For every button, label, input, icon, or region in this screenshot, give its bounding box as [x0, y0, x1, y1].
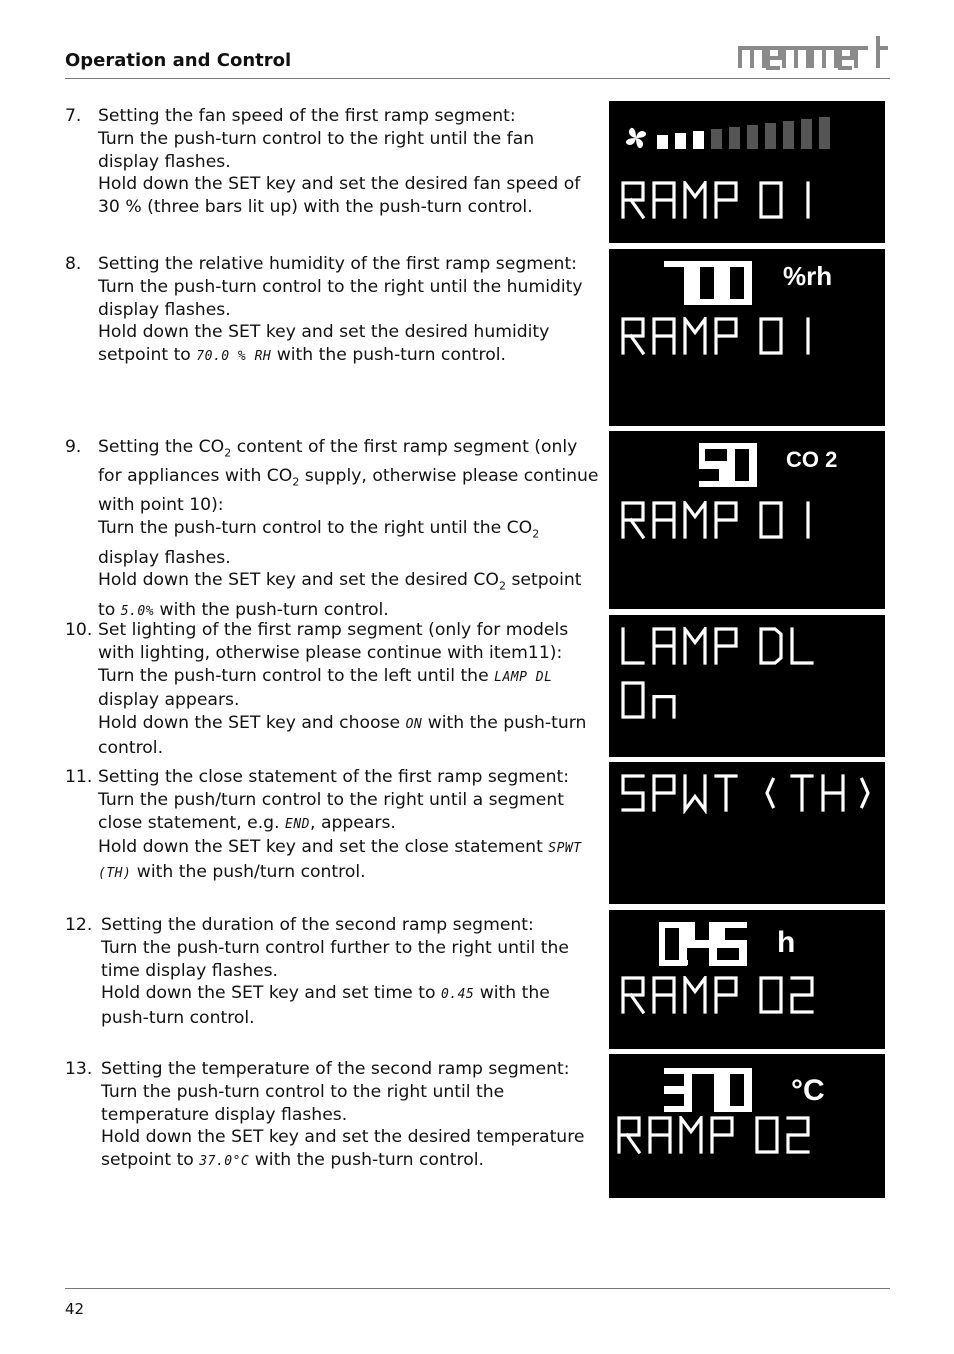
lcd-segment-char: [788, 1118, 808, 1152]
lcd-line-1: [659, 922, 779, 966]
lcd-segment-char: [716, 503, 736, 537]
step-12: [65, 914, 600, 1030]
lcd-value: 5.0%: [120, 603, 155, 619]
footer-rule: [65, 1288, 890, 1289]
lcd-segment-char: [666, 263, 688, 303]
step-text: Hold down the SET key and set the desired fan speed of 30 % (three bars lit up) with the push-turn control.: [98, 174, 581, 218]
lcd-value: END: [285, 816, 311, 832]
lcd-segment-char: [685, 776, 705, 810]
step-text: Hold down the SET key and choose ON with the push-turn control.: [98, 713, 587, 758]
step-text: Turn the push-turn control to the right until the humidity display flashes.: [98, 276, 583, 320]
step-number: 8.: [65, 254, 82, 274]
step-9: [65, 436, 600, 623]
lcd-segment-char: [716, 319, 736, 353]
lcd-segment-char: [761, 978, 781, 1012]
lcd-segment-char: [726, 263, 748, 303]
lcd-segment-char: [623, 503, 643, 537]
humidity-unit: %rh: [783, 261, 833, 291]
lcd-display-lamp: [609, 615, 885, 757]
lcd-segment-char: [654, 978, 674, 1012]
lcd-segment-char: [654, 503, 674, 537]
lcd-display-co2: [609, 431, 885, 609]
co2-unit: CO 2: [786, 447, 838, 472]
step-text: Hold down the SET key and set the close statement SPWT (TH) with the push/turn control.: [98, 837, 582, 883]
step-text: Hold down the SET key and set the desired $CO_2$ setpoint to 5.0% with the push-turn control.: [98, 570, 582, 620]
lcd-line-2: [621, 976, 881, 1016]
temperature-unit: °C: [791, 1074, 825, 1107]
step-title: Setting the duration of the second ramp segment:: [101, 915, 534, 935]
step-text: Turn the push-turn control to the right until the temperature display flashes.: [101, 1081, 505, 1125]
step-10: [65, 619, 600, 760]
lcd-segment-char: [654, 629, 674, 663]
lcd-segment-char: [654, 319, 674, 353]
lcd-segment-char: [761, 319, 781, 353]
lcd-segment-char: [685, 978, 705, 1012]
lcd-segment-char: [701, 445, 723, 485]
lcd-segment-char: [685, 629, 705, 663]
step-number: 10.: [65, 620, 93, 640]
step-text: Hold down the SET key and set the desired temperature setpoint to 37.0°C with the push-turn control.: [101, 1127, 585, 1171]
lcd-display-close-statement: [609, 762, 885, 904]
lcd-segment-char: [696, 263, 718, 303]
lcd-line-1: [664, 1068, 784, 1112]
lcd-value: SPWT (TH): [98, 841, 582, 882]
lcd-line-1: [664, 261, 784, 305]
lcd-line-1: [699, 443, 779, 487]
lcd-segment-char: [716, 776, 736, 810]
lcd-decimal-point: [683, 960, 688, 965]
step-text: Turn the push-turn control further to the right until the time display flashes.: [101, 937, 569, 981]
lcd-segment-char: [792, 978, 812, 1012]
lcd-segment-char: [716, 629, 736, 663]
lcd-segment-char: [862, 779, 868, 806]
lcd-display-humidity: [609, 249, 885, 426]
step-number: 7.: [65, 106, 82, 126]
page-number: 42: [65, 1300, 85, 1318]
lcd-segment-char: [761, 629, 781, 663]
lcd-segment-char: [761, 503, 781, 537]
fan-speed-bar: [801, 119, 812, 149]
lcd-segment-char: [716, 183, 736, 217]
lcd-value: ON: [405, 717, 423, 733]
fan-speed-bar: [819, 117, 830, 149]
hours-unit: h: [777, 926, 796, 959]
lcd-segment-char: [691, 924, 713, 964]
lcd-line-1: [621, 774, 881, 814]
step-number: 12.: [65, 915, 93, 935]
lcd-segment-char: [823, 776, 843, 810]
lcd-segment-char: [685, 319, 705, 353]
lcd-segment-char: [654, 776, 674, 810]
lcd-segment-char: [757, 1118, 777, 1152]
lcd-segment-char: [726, 1070, 748, 1110]
lcd-segment-char: [761, 183, 781, 217]
fan-icon: [623, 125, 649, 151]
step-7: [65, 105, 600, 219]
lcd-segment-char: [623, 629, 643, 663]
step-text: Turn the push-turn control to the right until the $CO_2$ display flashes.: [98, 518, 540, 568]
header-rule: [65, 78, 890, 79]
step-number: 11.: [65, 767, 93, 787]
fan-speed-bar: [729, 127, 740, 149]
lcd-line-2: [621, 181, 881, 221]
step-13: [65, 1058, 600, 1174]
lcd-segment-char: [623, 319, 643, 353]
fan-speed-bar: [693, 131, 704, 149]
lcd-display-fan: [609, 101, 885, 243]
lcd-segment-char: [716, 978, 736, 1012]
lcd-segment-char: [685, 503, 705, 537]
lcd-segment-char: [792, 629, 812, 663]
lcd-line-2: [621, 501, 881, 541]
lcd-segment-char: [731, 445, 753, 485]
lcd-segment-char: [792, 776, 812, 810]
step-title: Setting the close statement of the first ramp segment:: [98, 767, 570, 787]
step-text: Hold down the SET key and set time to 0.45 with the push-turn control.: [101, 983, 550, 1029]
lcd-display-duration: [609, 910, 885, 1049]
step-text: Turn the push-turn control to the right until the fan display flashes.: [98, 128, 535, 172]
step-text: Turn the push-turn control to the left until the LAMP DL display appears.: [98, 665, 553, 711]
lcd-segment-char: [623, 183, 643, 217]
lcd-line-2: [621, 317, 881, 357]
lcd-segment-char: [654, 183, 674, 217]
step-title: Set lighting of the first ramp segment (only for models with lighting, otherwise please continue with item11):: [98, 620, 569, 663]
fan-speed-bar: [675, 133, 686, 149]
lcd-segment-char: [623, 683, 643, 717]
lcd-segment-char: [685, 183, 705, 217]
section-title: Operation and Control: [65, 50, 292, 71]
lcd-segment-char: [721, 924, 743, 964]
lcd-segment-char: [712, 1118, 732, 1152]
memmert-logo: [738, 32, 890, 72]
step-11: [65, 766, 600, 886]
step-title: Setting the temperature of the second ramp segment:: [101, 1059, 570, 1079]
lcd-value: 70.0 % RH: [196, 349, 272, 365]
fan-speed-bars: [657, 101, 877, 161]
fan-speed-bar: [657, 135, 668, 149]
step-title: Setting the $CO_2$ content of the first ramp segment (only for appliances with $CO_2$ supply, otherwise please continue with point 10):: [98, 437, 599, 516]
lcd-line-2: [621, 681, 881, 721]
lcd-segment-char: [650, 1118, 670, 1152]
lcd-display-temperature: [609, 1054, 885, 1198]
lcd-segment-char: [666, 1070, 688, 1110]
step-number: 9.: [65, 437, 82, 457]
lcd-line-1: [621, 627, 881, 667]
lcd-segment-char: [661, 924, 683, 964]
fan-speed-bar: [783, 121, 794, 149]
lcd-value: 0.45: [440, 987, 475, 1003]
fan-speed-bar: [747, 125, 758, 149]
lcd-line-2: [617, 1116, 881, 1156]
fan-speed-bar: [711, 129, 722, 149]
step-text: Turn the push/turn control to the right until a segment close statement, e.g. END, appears.: [98, 789, 564, 833]
lcd-segment-char: [654, 697, 674, 717]
lcd-segment-char: [619, 1118, 639, 1152]
step-number: 13.: [65, 1059, 93, 1079]
lcd-segment-char: [696, 1070, 718, 1110]
step-title: Setting the fan speed of the first ramp segment:: [98, 106, 516, 126]
lcd-segment-char: [681, 1118, 701, 1152]
lcd-segment-char: [623, 776, 643, 810]
lcd-segment-char: [767, 779, 773, 806]
step-8: [65, 253, 600, 369]
lcd-segment-char: [623, 978, 643, 1012]
step-text: Hold down the SET key and set the desired humidity setpoint to 70.0 % RH with the push-turn control.: [98, 322, 550, 366]
step-title: Setting the relative humidity of the first ramp segment:: [98, 254, 577, 274]
lcd-value: LAMP DL: [494, 669, 553, 685]
lcd-value: 37.0°C: [199, 1154, 250, 1170]
fan-speed-bar: [765, 123, 776, 149]
